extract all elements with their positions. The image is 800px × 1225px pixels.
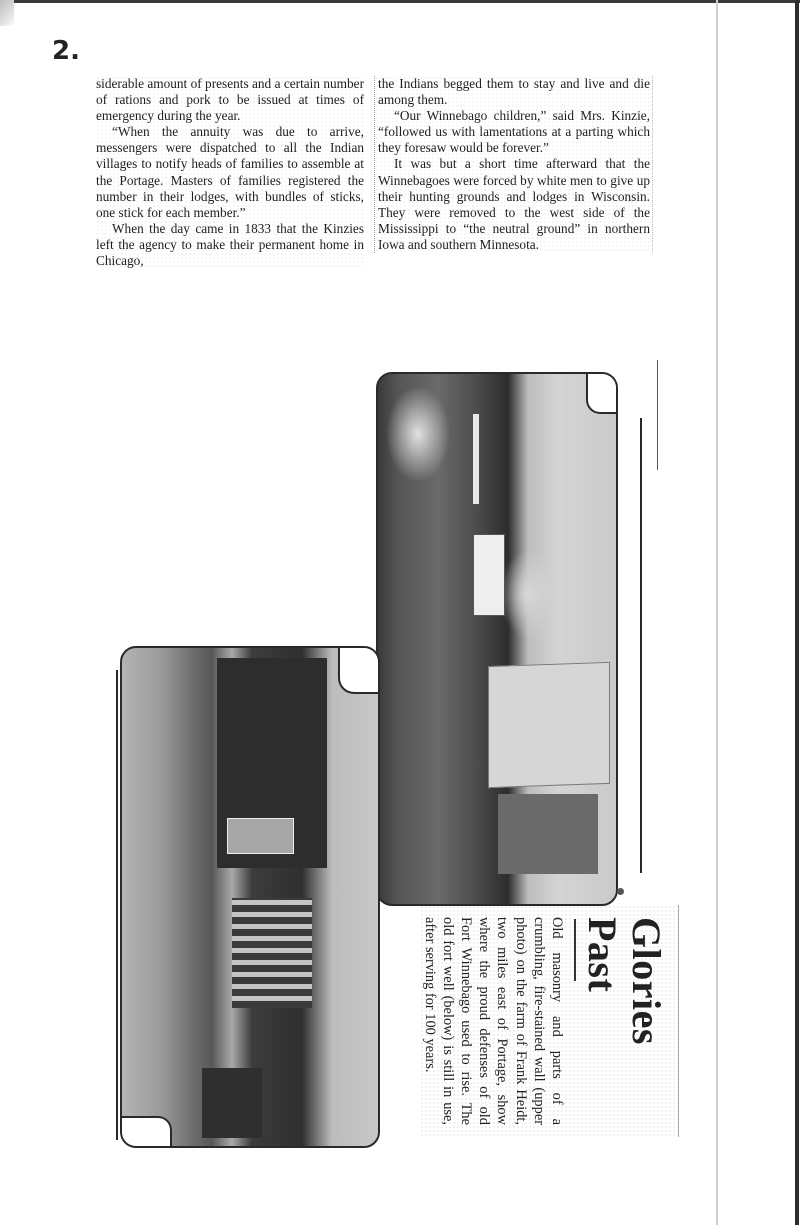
photo-detail-wall — [488, 662, 610, 788]
scan-right-edge — [795, 0, 799, 1225]
paragraph: “When the annuity was due to arrive, messengers were dispatched to all the Indian villages to notify heads of families to assemble at the Portage. Masters of families registered the number in their lodges, with bundles of sticks, one stick for each member.” — [96, 124, 364, 220]
page-number: 2. — [52, 36, 80, 66]
ink-dot — [617, 888, 624, 895]
caption-title: Glories Past — [580, 917, 669, 1045]
photo-frame-notch — [120, 1116, 172, 1148]
decorative-rule — [116, 670, 118, 1140]
scan-top-edge — [0, 0, 800, 3]
decorative-rule — [657, 360, 658, 470]
photo-frame-notch — [338, 646, 380, 694]
paragraph: When the day came in 1833 that the Kinzies left the agency to make their permanent home in Chicago, — [96, 220, 364, 269]
photo-detail-window — [227, 818, 294, 854]
paragraph: siderable amount of presents and a certain number of rations and pork to be issued at times of emergency during the year. — [96, 76, 364, 124]
photo-detail-base — [202, 1068, 262, 1138]
decorative-rule — [640, 418, 642, 873]
photo-detail-steps — [232, 898, 312, 1008]
upper-photo-fort-wall — [376, 372, 618, 906]
article-column-right — [374, 76, 653, 253]
lower-photo-fort-well — [120, 646, 380, 1148]
paragraph: “Our Winnebago children,” said Mrs. Kinzie, “followed us with lamentations at a parting which they foresaw would be forever.” — [378, 108, 650, 156]
caption-body: Old masonry and parts of a crumbling, fire-stained wall (upper photo) on the farm of Frank Heidt, two miles east of Portage, show where the proud defenses of old Fort Winnebago used to rise. The old fort well (below) is still in use, after serving for 100 years. — [421, 917, 565, 1125]
caption-divider — [574, 919, 576, 981]
scan-corner-smudge — [0, 0, 14, 26]
paragraph: the Indians begged them to stay and live and die among them. — [378, 76, 650, 108]
photo-detail-masonry — [498, 794, 598, 874]
photo-caption — [420, 905, 679, 1137]
photo-frame-notch — [586, 372, 618, 414]
scan-guide-line — [716, 0, 718, 1225]
photo-detail-post — [473, 414, 479, 504]
photo-detail-shed — [473, 534, 505, 616]
article-column-left — [96, 76, 364, 269]
caption-rotated — [420, 905, 678, 1137]
paragraph: It was but a short time afterward that the Winnebagoes were forced by white men to give up their hunting grounds and lodges in Wisconsin. They were removed to the west side of the Mississippi to “the neutral ground” in northern Iowa and southern Minnesota. — [378, 156, 650, 252]
